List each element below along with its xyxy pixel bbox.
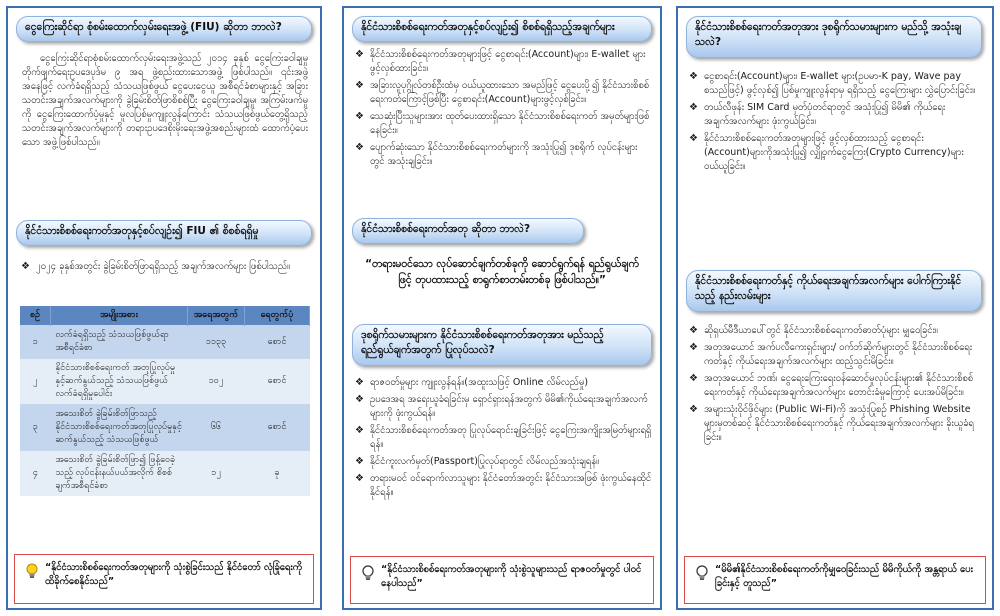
diamond-bullet-icon: ❖ xyxy=(21,261,30,272)
diamond-bullet-icon: ❖ xyxy=(355,377,364,388)
misuse-bullets xyxy=(688,70,984,177)
misuse-heading: နိုင်ငံသားစိစစ်ရေးကတ်အတုအား ဒုစရိုက်သမားများက မည်သို့ အသုံးချသလဲ? xyxy=(686,16,982,58)
diamond-bullet-icon: ❖ xyxy=(355,473,364,484)
table-row xyxy=(20,359,310,405)
col-no: စဉ် xyxy=(20,306,51,326)
diamond-bullet-icon: ❖ xyxy=(689,71,698,82)
leak-heading: နိုင်ငံသားစိစစ်ရေးကတ်နှင့် ကိုယ်ရေးအချက်အလက်များ ပေါက်ကြားနိုင်သည့် နည်းလမ်းများ xyxy=(686,270,982,312)
list-item: ❖ ရာဇဝတ်မှုများ ကျူးလွန်ရန်။(အထူးသဖြင့် Online လိမ်လည်မှု) xyxy=(355,377,589,388)
diamond-bullet-icon: ❖ xyxy=(355,394,364,405)
findings-bullets xyxy=(354,48,652,172)
list-item: ❖ အများသုံးဝိုင်ဖိုင်များ (Public Wi-Fi)ကို အသုံးပြုစဉ် Phishing Website များမှတစ်ဆင့် နိုင်ငံသားစိစစ်ရေးကတ်နှင့် ကိုယ်ရေးအချက်အလက်များ ခိုးယူခံရခြင်း။ xyxy=(689,404,974,443)
cell-type: အသေးစိတ် ခွဲခြမ်းစိတ်ဖြာ၍ ဖြန့်ဝေခဲ့သည့် လုပ်ငန်းနယ်ပယ်အလိုက် စိစစ်ချက်အစီရင်ခံစာ xyxy=(51,451,188,497)
list-item: ❖ နိုင်ငံသားစိစစ်ရေးကတ်အတုများဖြင့် ငွေစာရင်း(Account)များ၊ E-wallet များ ဖွင့်လှစ်ထားခြင်း။ xyxy=(355,49,646,74)
diamond-bullet-icon: ❖ xyxy=(689,404,698,415)
col-type: အမျိုးအစား xyxy=(51,306,188,326)
cell-no: ၄ xyxy=(20,451,51,497)
list-item: ❖ ပျောက်ဆုံးသော နိုင်ငံသားစိစစ်ရေးကတ်များကို အသုံးပြု၍ ဒုစရိုက် လုပ်ငန်းများတွင် အသုံးချခြင်း။ xyxy=(355,142,638,167)
table-header-row xyxy=(20,306,310,326)
fiu-stats-table xyxy=(20,306,310,496)
lightbulb-icon xyxy=(695,565,709,581)
list-item: ❖ အတုအယောင် အက်ပလီကေးရှင်းများ/ ဝက်ဘ်ဆိုက်များတွင် နိုင်ငံသားစိစစ်ရေးကတ်နှင့် ကိုယ်ရေးအချက်အလက်များ ထည့်သွင်းမိခြင်း။ xyxy=(689,342,973,367)
col-unit: ရေတွက်ပုံ xyxy=(245,306,310,326)
cell-count: ၁၁၃၃ xyxy=(188,326,245,359)
panel-misuse xyxy=(676,6,994,610)
table-row xyxy=(20,451,310,497)
panel-fiu xyxy=(6,6,322,610)
cell-count: ၆၆ xyxy=(188,405,245,451)
misuse-footer-note: “မိမိ၏နိုင်ငံသားစိစစ်ရေးကတ်ကိုမျှဝေခြင်းသည် မိမိကိုယ်ကို အန္တရာယ် ပေးခြင်းနှင့် တူသည်” xyxy=(684,556,986,604)
diamond-bullet-icon: ❖ xyxy=(689,102,698,113)
cell-no: ၁ xyxy=(20,326,51,359)
list-item: ❖ နိုင်ငံကူးလက်မှတ်(Passport)ပြုလုပ်ရာတွင် လိမ်လည်အသုံးချရန်။ xyxy=(355,456,600,467)
cell-no: ၃ xyxy=(20,405,51,451)
purpose-heading: ဒုစရိုက်သမားများက နိုင်ငံသားစိစစ်ရေးကတ်အတုအား မည်သည့် ရည်ရွယ်ချက်အတွက် ပြုလုပ်သလဲ? xyxy=(352,324,652,366)
diamond-bullet-icon: ❖ xyxy=(689,373,698,384)
lightbulb-icon xyxy=(361,565,375,581)
cell-unit: စောင် xyxy=(245,405,310,451)
diamond-bullet-icon: ❖ xyxy=(355,80,364,91)
cell-unit: ခု xyxy=(245,451,310,497)
col-count: အရေအတွက် xyxy=(188,306,245,326)
cell-type: နိုင်ငံသားစိစစ်ရေးကတ် အတုပြုလုပ်မှုနှင့်ဆက်နွယ်သည့် သံသယဖြစ်ဖွယ် လက်ခံရရှိမှုပေါင်း xyxy=(51,359,188,405)
cell-unit: စောင် xyxy=(245,359,310,405)
cell-count: ၁၀၂ xyxy=(188,359,245,405)
cell-no: ၂ xyxy=(20,359,51,405)
list-item: ❖ နိုင်ငံသားစိစစ်ရေးကတ်အတုများဖြင့် ဖွင့်လှစ်ထားသည့် ငွေစာရင်း (Account)များကိုအသုံးပြု၍ လျှို့ဝှက်ငွေကြေး(Crypto Currency)များ ဝယ်ယူခြင်း။ xyxy=(689,133,964,172)
list-item: ❖ ဆိုရှယ်မီဒီယာပေါ်တွင် နိုင်ငံသားစိစစ်ရေးကတ်ဓာတ်ပုံများ မျှဝေခြင်း။ xyxy=(689,325,938,336)
list-item: ❖ တယ်လီဖုန်း SIM Card မှတ်ပုံတင်ရာတွင် အသုံးပြု၍ မိမိ၏ ကိုယ်ရေးအချက်အလက်များ ဖုံးကွယ်ခြင်း။ xyxy=(689,102,946,127)
purpose-bullets xyxy=(354,376,652,503)
list-item: ❖ ၂၀၂၄ ခုနှစ်အတွင်း ခွဲခြမ်းစိတ်ဖြာရရှိသည့် အချက်အလက်များ ဖြစ်ပါသည်။ xyxy=(21,261,290,272)
list-item: ❖ ငွေစာရင်း(Account)များ၊ E-wallet များ(ဥပမာ-K pay, Wave pay စသည်ဖြင့်) ဖွင့်လှစ်၍ ပြစ်မှုကျူးလွန်ရာမှ ရရှိသည့် ငွေကြေးများ လွှဲပြောင်းခြင်း။ xyxy=(689,71,976,96)
findings-footer-note: “နိုင်ငံသားစိစစ်ရေးကတ်အတုများကို သုံးစွဲသူများသည် ရာဇဝတ်မှုတွင် ပါဝင်နေပါသည်” xyxy=(350,556,654,604)
diamond-bullet-icon: ❖ xyxy=(355,456,364,467)
diamond-bullet-icon: ❖ xyxy=(355,142,364,153)
diamond-bullet-icon: ❖ xyxy=(355,111,364,122)
list-item: ❖ နိုင်ငံသားစိစစ်ရေးကတ်အတု ပြုလုပ်ရောင်းချခြင်းဖြင့် ငွေကြေးအကျိုးအမြတ်များရရှိရန်။ xyxy=(355,425,652,450)
fiu-bullets xyxy=(20,260,310,277)
list-item: ❖ အခြားလူပုဂ္ဂိုလ်တစ်ဦးထံမှ ဝယ်ယူထားသော အမည်ဖြင့် ငွေပေးပို့၍ နိုင်ငံသားစိစစ်ရေးကတ်ကြောင့်ဖြစ်ပြီး ငွေစာရင်း(Account)များဖွင့်လှစ်ခြင်း။ xyxy=(355,80,650,105)
diamond-bullet-icon: ❖ xyxy=(689,325,698,336)
definition-quote: “တရားမဝင်သော လုပ်ဆောင်ချက်တစ်ခုကို ဆောင်ရွက်ရန် ရည်ရွယ်ချက်ဖြင့် တုပထားသည့် စာရွက်စာတမ်းတစ်ခု ဖြစ်ပါသည်။” xyxy=(365,258,639,286)
diamond-bullet-icon: ❖ xyxy=(689,342,698,353)
diamond-bullet-icon: ❖ xyxy=(355,425,364,436)
fiu-intro: ငွေကြေးဆိုင်ရာစုံစမ်းထောက်လှမ်းရေးအဖွဲ့သည် ၂၀၁၄ ခုနှစ် ငွေကြေးခဝါချမှုတိုက်ဖျက်ရေးဥပဒေပုဒ်မ ၉ အရ ဖွဲ့စည်းထားသောအဖွဲ့ ဖြစ်ပါသည်။ ၎င်းအဖွဲ့အနေဖြင့် လက်ခံရရှိသည့် သံသယဖြစ်ဖွယ် ငွေပေးငွေယူ အစီရင်ခံစာများနှင့် အခြားသတင်းအချက်အလက်များကို ခွဲခြမ်းစိတ်ဖြာစိစစ်ပြီး ငွေကြေးခဝါချမှု၊ အကြမ်းဖက်မှုကို ငွေကြေးထောက်ပံ့မှုနှင့် မူလပြစ်မှုကျူးလွန်ကြောင်း သံသယဖြစ်ဖွယ်တွေ့ရှိသည့် သတင်းအချက်အလက်များကို တရားဥပဒေစိုးမိုးရေးအဖွဲ့အစည်းများထံ ထောက်ပံ့ပေးသော အဖွဲ့ဖြစ်ပါသည်။ xyxy=(22,53,308,148)
lightbulb-icon xyxy=(25,563,39,579)
definition-heading: နိုင်ငံသားစိစစ်ရေးကတ်အတု ဆိုတာ ဘာလဲ? xyxy=(352,218,584,244)
table-row xyxy=(20,405,310,451)
diamond-bullet-icon: ❖ xyxy=(355,49,364,60)
fiu-footer-note: “နိုင်ငံသားစိစစ်ရေးကတ်အတုများကို သုံးစွဲခြင်းသည် နိုင်ငံတော် လုံခြုံရေးကို ထိခိုက်စေနိုင်သည်” xyxy=(14,554,314,604)
findings-heading: နိုင်ငံသားစိစစ်ရေးကတ်အတုနှင့်စပ်လျဉ်း၍ စိစစ်ရရှိသည့်အချက်များ xyxy=(352,16,652,42)
leak-bullets xyxy=(688,324,984,448)
diamond-bullet-icon: ❖ xyxy=(689,133,698,144)
cell-count: ၁၂ xyxy=(188,451,245,497)
list-item: ❖ သေဆုံးပြီးသူများအား ထုတ်ပေးထားရှိသော နိုင်ငံသားစိစစ်ရေးကတ် အမှတ်များဖြစ်နေခြင်း။ xyxy=(355,111,650,136)
table-row xyxy=(20,326,310,359)
cell-type: လက်ခံရရှိသည့် သံသယဖြစ်ဖွယ်ရာ အစီရင်ခံစာ xyxy=(51,326,188,359)
list-item: ❖ အတုအယောင် ဘဏ်၊ ငွေရေးကြေးရေးဝန်ဆောင်မှုလုပ်ငန်းများ၏ နိုင်ငံသားစိစစ်ရေးကတ်နှင့် ကိုယ်ရေးအချက်အလက်များ တောင်းခံမှုကြောင့် ပေးအပ်မိခြင်း။ xyxy=(689,373,974,398)
panel-fake-id-findings xyxy=(342,6,662,610)
cell-unit: စောင် xyxy=(245,326,310,359)
fiu-heading: ငွေကြေးဆိုင်ရာ စုံစမ်းထောက်လှမ်းရေးအဖွဲ့ (FIU) ဆိုတာ ဘာလဲ? xyxy=(16,16,312,42)
list-item: ❖ တရားမဝင် ဝင်ရောက်လာသူများ နိုင်ငံတော်အတွင်း နိုင်ငံသားအဖြစ် ဖုံးကွယ်နေထိုင်နိုင်ရန်။ xyxy=(355,473,652,498)
fiu-section-heading: နိုင်ငံသားစိစစ်ရေးကတ်အတုနှင့်စပ်လျဉ်း၍ FIU ၏ စိစစ်ရရှိမှု xyxy=(16,220,312,246)
list-item: ❖ ဥပဒေအရ အရေးယူခံရခြင်းမှ ရှောင်ရှားရန်အတွက် မိမိ၏ကိုယ်ရေးအချက်အလက်များကို ဖုံးကွယ်ရန်။ xyxy=(355,394,648,419)
cell-type: အသေးစိတ် ခွဲခြမ်းစိတ်ဖြာသည့် နိုင်ငံသားစိစစ်ရေးကတ်အတုပြုလုပ်မှုနှင့် ဆက်နွယ်သည့် သံသယဖြစ်ဖွယ် xyxy=(51,405,188,451)
